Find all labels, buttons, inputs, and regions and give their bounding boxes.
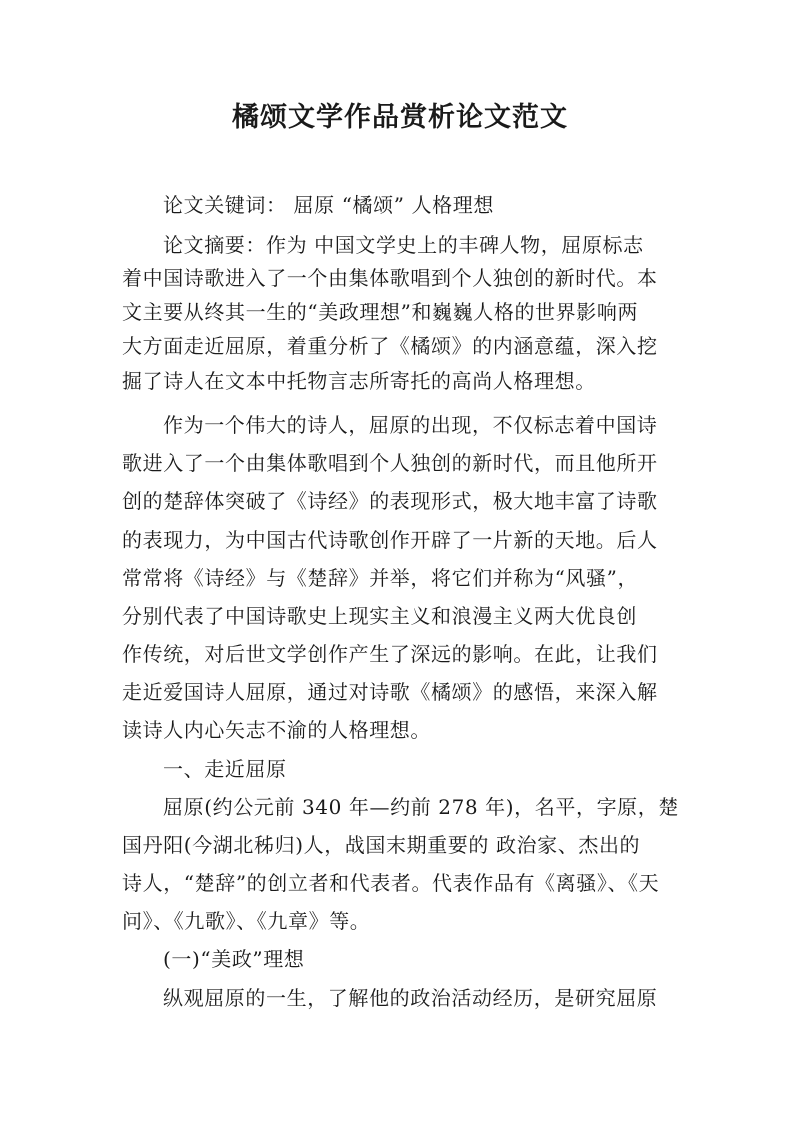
section-heading: 一、走近屈原 bbox=[163, 757, 287, 781]
subsection-heading: (一)“美政”理想 bbox=[163, 947, 305, 971]
abstract-line: 论文摘要：作为 中国文学史上的丰碑人物，屈原标志 bbox=[163, 233, 644, 257]
body-paragraph-line: 常常将《诗经》与《楚辞》并举，将它们并称为“风骚”， bbox=[122, 566, 639, 590]
abstract-line: 大方面走近屈原，着重分析了《橘颂》的内涵意蕴，深入挖 bbox=[122, 334, 658, 358]
abstract-line: 掘了诗人在文本中托物言志所寄托的高尚人格理想。 bbox=[122, 369, 596, 393]
document-title: 橘颂文学作品赏析论文范文 bbox=[232, 102, 568, 133]
body-paragraph-line: 屈原(约公元前 340 年—约前 278 年)，名平，字原，楚 bbox=[163, 795, 679, 819]
abstract-line: 文主要从终其一生的“美政理想”和巍巍人格的世界影响两 bbox=[122, 300, 639, 324]
abstract-line: 着中国诗歌进入了一个由集体歌唱到个人独创的新时代。本 bbox=[122, 266, 658, 290]
body-paragraph-line: 诗人，“楚辞”的创立者和代表者。代表作品有《离骚》、《天 bbox=[122, 871, 660, 895]
body-paragraph-line: 读诗人内心矢志不渝的人格理想。 bbox=[122, 718, 431, 742]
body-paragraph-line: 作为一个伟大的诗人，屈原的出现，不仅标志着中国诗 bbox=[163, 413, 658, 437]
body-paragraph-line: 的表现力，为中国古代诗歌创作开辟了一片新的天地。后人 bbox=[122, 528, 658, 552]
body-paragraph-line: 走近爱国诗人屈原，通过对诗歌《橘颂》的感悟，来深入解 bbox=[122, 680, 658, 704]
body-paragraph-line: 创的楚辞体突破了《诗经》的表现形式，极大地丰富了诗歌 bbox=[122, 489, 658, 513]
body-paragraph-line: 国丹阳(今湖北秭归)人，战国末期重要的 政治家、杰出的 bbox=[122, 833, 641, 857]
body-paragraph-line: 纵观屈原的一生，了解他的政治活动经历，是研究屈原 bbox=[163, 986, 658, 1010]
body-paragraph-line: 作传统，对后世文学创作产生了深远的影响。在此，让我们 bbox=[122, 642, 658, 666]
body-paragraph-line: 问》、《九歌》、《九章》等。 bbox=[122, 909, 371, 933]
keywords-line: 论文关键词： 屈原 “橘颂” 人格理想 bbox=[163, 193, 494, 217]
body-paragraph-line: 歌进入了一个由集体歌唱到个人独创的新时代，而且他所开 bbox=[122, 451, 658, 475]
body-paragraph-line: 分别代表了中国诗歌史上现实主义和浪漫主义两大优良创 bbox=[122, 604, 637, 628]
